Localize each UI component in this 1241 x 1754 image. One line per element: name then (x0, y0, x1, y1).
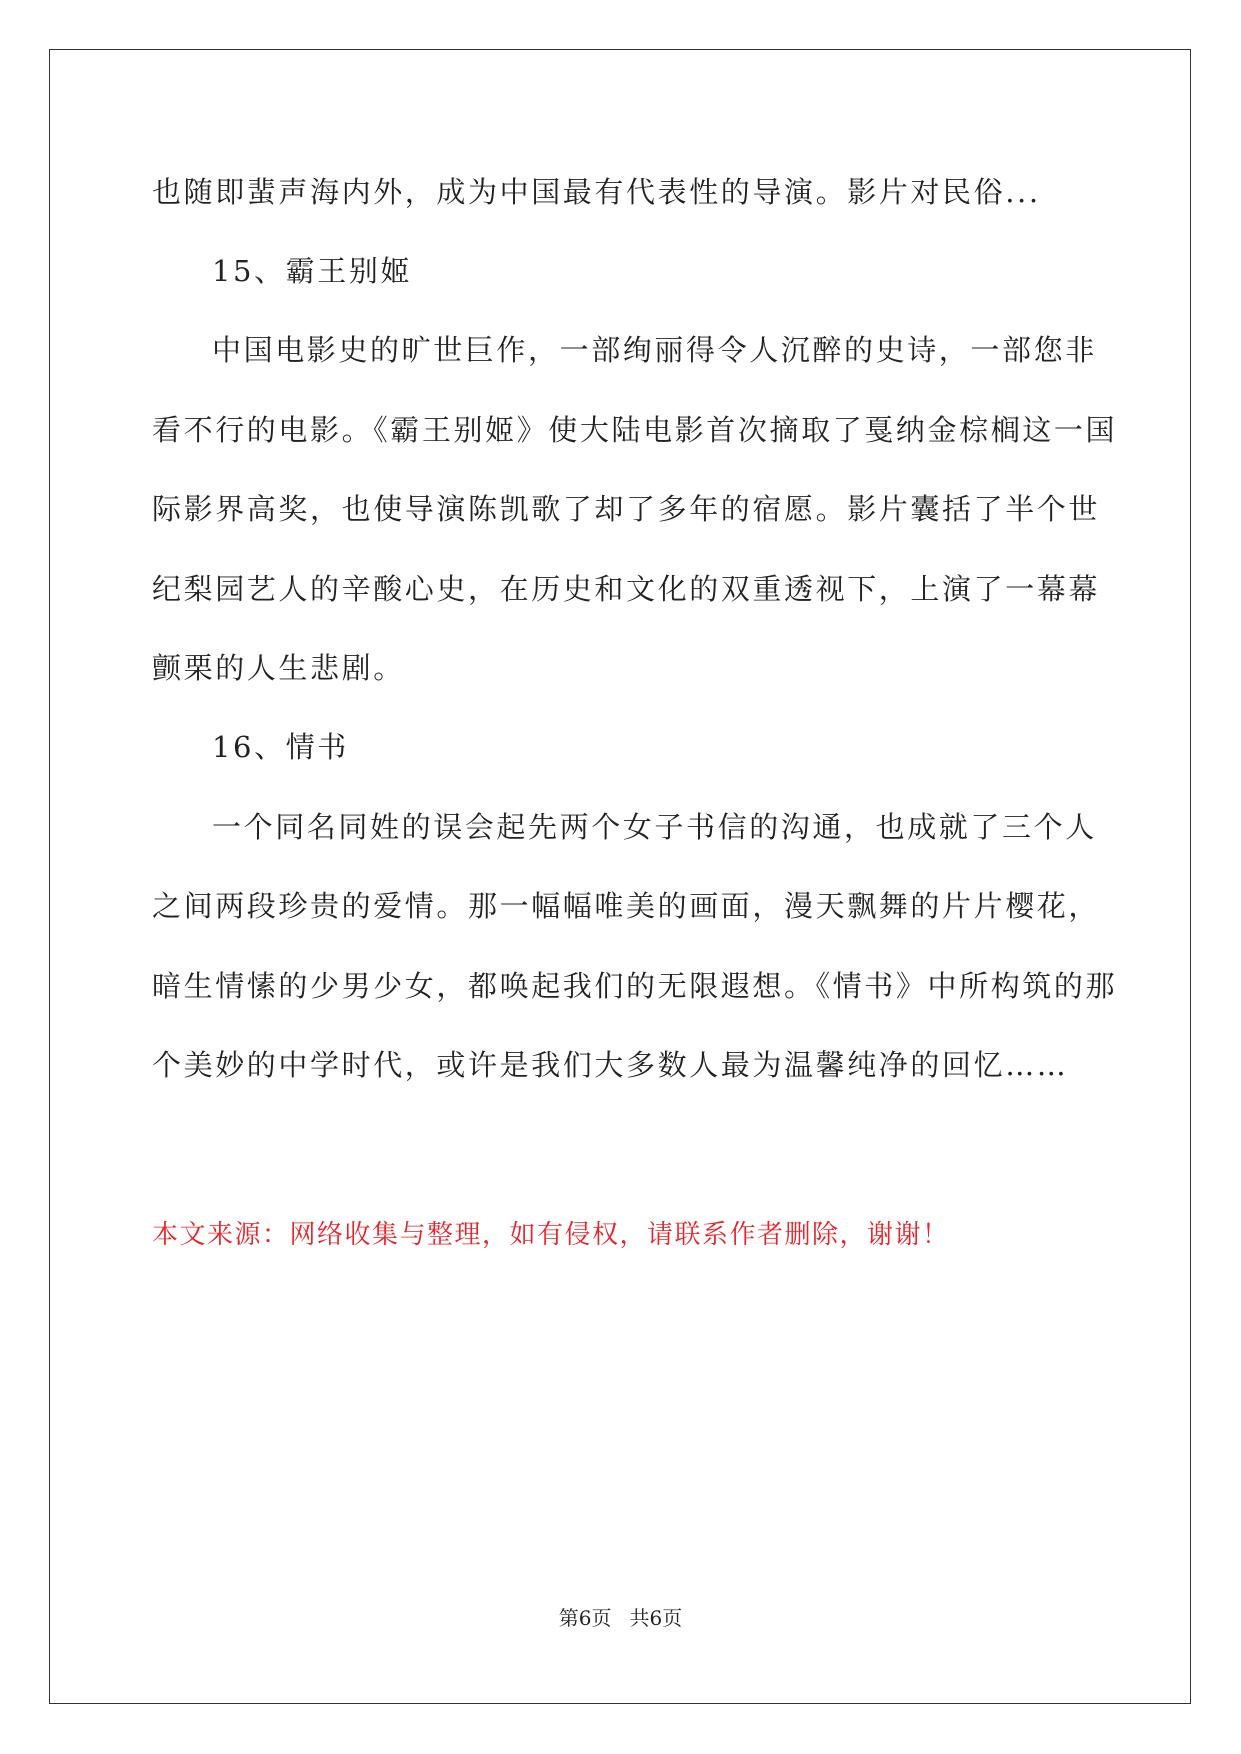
body-line-10: 之间两段珍贵的爱情。那一幅幅唯美的画面，漫天飘舞的片片樱花， (152, 889, 1101, 923)
body-line-11: 暗生情愫的少男少女，都唤起我们的无限遐想。《情书》中所构筑的那 (152, 969, 1118, 1003)
body-line-3: 中国电影史的旷世巨作，一部绚丽得令人沉醉的史诗，一部您非 (212, 333, 1097, 367)
body-line-9: 一个同名同姓的误会起先两个女子书信的沟通，也成就了三个人 (212, 810, 1097, 844)
page-total: 共6页 (629, 1606, 683, 1630)
body-line-7: 颤栗的人生悲剧。 (152, 651, 405, 685)
body-line-1: 也随即蜚声海内外，成为中国最有代表性的导演。影片对民俗... (152, 175, 1041, 209)
body-line-4: 看不行的电影。《霸王别姬》使大陆电影首次摘取了戛纳金棕榈这一国 (152, 413, 1118, 447)
page-number: 第6页 (558, 1606, 612, 1630)
page-footer (0, 1604, 1241, 1632)
section-heading-16: 16、情书 (212, 730, 349, 764)
body-line-5: 际影界高奖，也使导演陈凯歌了却了多年的宿愿。影片囊括了半个世 (152, 492, 1101, 526)
page-border (49, 49, 1191, 1704)
body-line-6: 纪梨园艺人的辛酸心史，在历史和文化的双重透视下，上演了一幕幕 (152, 572, 1101, 606)
source-note: 本文来源：网络收集与整理，如有侵权，请联系作者删除，谢谢！ (152, 1220, 950, 1250)
body-line-12: 个美妙的中学时代，或许是我们大多数人最为温馨纯净的回忆…… (152, 1048, 1069, 1082)
section-heading-15: 15、霸王别姬 (212, 254, 413, 288)
